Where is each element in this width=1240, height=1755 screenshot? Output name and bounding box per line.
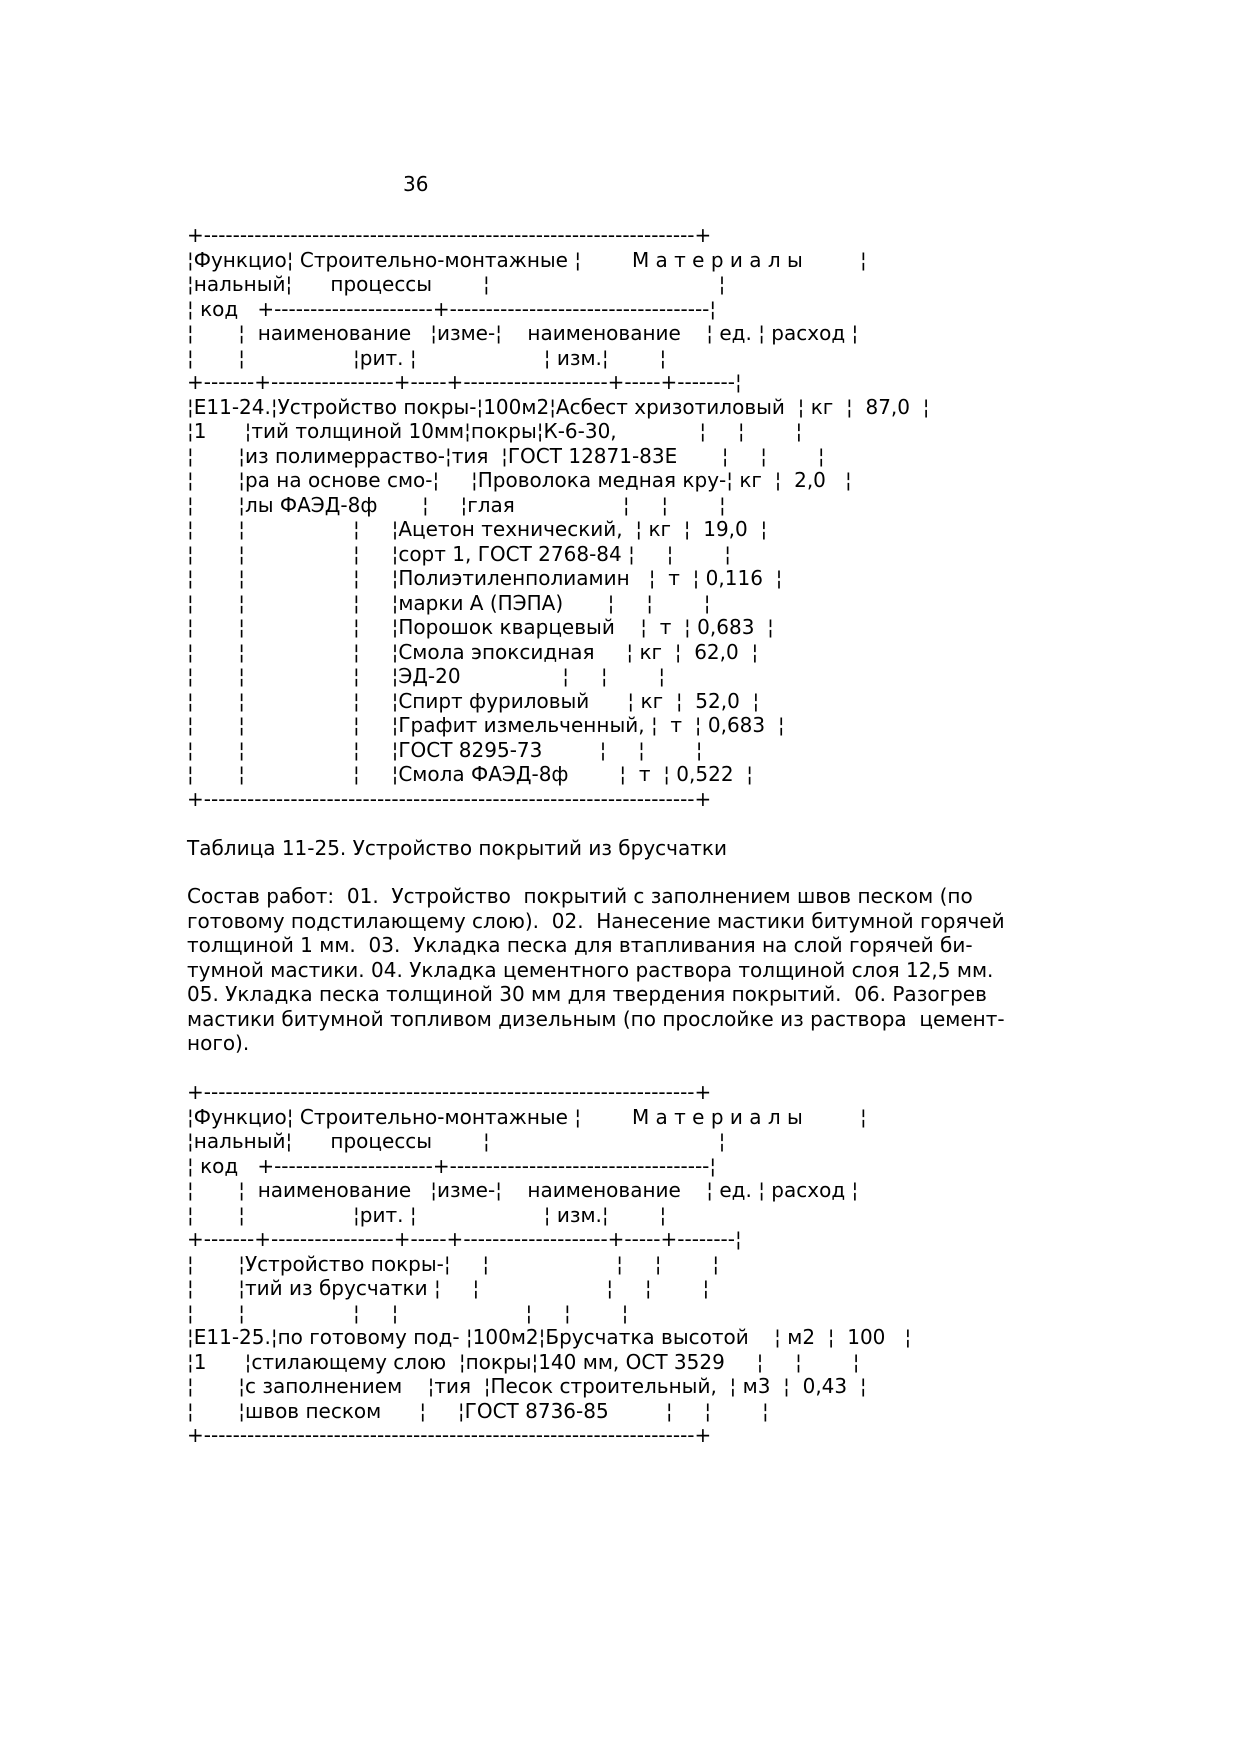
table-line: +-------+-----------------+-----+--------------------+-----+--------¦ bbox=[187, 370, 742, 394]
table-line: ¦Е11-24.¦Устройство покры-¦100м2¦Асбест хризотиловый ¦ кг ¦ 87,0 ¦ bbox=[187, 394, 930, 419]
table-line: ¦ ¦ наименование ¦изме-¦ наименование ¦ ед. ¦ расход ¦ bbox=[187, 321, 859, 345]
table-line: ¦1 ¦тий толщиной 10мм¦покры¦К-6-30, ¦ ¦ ¦ bbox=[187, 419, 803, 443]
table-line: +-------+-----------------+-----+--------------------+-----+--------¦ bbox=[187, 1227, 742, 1251]
table-caption: Таблица 11-25. Устройство покрытий из брусчатки bbox=[187, 836, 727, 860]
materials-table-e11-24 bbox=[187, 223, 929, 811]
table-line: ¦ код +----------------------+------------------------------------¦ bbox=[187, 296, 717, 321]
table-line: ¦ ¦лы ФАЭД-8ф ¦ ¦глая ¦ ¦ ¦ bbox=[187, 492, 726, 517]
table-line: ¦нальный¦ процессы ¦ ¦ bbox=[187, 272, 726, 296]
table-line: ¦ ¦ ¦ ¦Полиэтиленполиамин ¦ т ¦ 0,116 ¦ bbox=[187, 566, 783, 590]
table-line: ¦ ¦ ¦ ¦ГОСТ 8295-73 ¦ ¦ ¦ bbox=[187, 737, 703, 762]
paragraph-line: 05. Укладка песка толщиной 30 мм для твердения покрытий. 06. Разогрев bbox=[187, 982, 987, 1006]
paragraph-line: мастики битумной топливом дизельным (по прослойке из раствора цемент- bbox=[187, 1006, 1005, 1031]
paragraph-line: готовому подстилающему слою). 02. Нанесение мастики битумной горячей bbox=[187, 908, 1005, 933]
table-line: ¦ ¦Устройство покры-¦ ¦ ¦ ¦ ¦ bbox=[187, 1251, 720, 1276]
table-line: ¦1 ¦стилающему слою ¦покры¦140 мм, ОСТ 3529 ¦ ¦ ¦ bbox=[187, 1349, 860, 1374]
table-line: ¦ ¦ ¦рит. ¦ ¦ изм.¦ ¦ bbox=[187, 1202, 667, 1227]
paragraph-line: ного). bbox=[187, 1031, 250, 1055]
table-line: ¦ ¦ ¦ ¦Смола ФАЭД-8ф ¦ т ¦ 0,522 ¦ bbox=[187, 762, 754, 786]
table-line: ¦Функцио¦ Строительно-монтажные ¦ М а т е р и а л ы ¦ bbox=[187, 247, 867, 272]
table-line: ¦ ¦ ¦ ¦Порошок кварцевый ¦ т ¦ 0,683 ¦ bbox=[187, 615, 774, 639]
work-composition bbox=[187, 884, 1005, 1056]
page-number: 36 bbox=[403, 172, 429, 196]
table-line: ¦ ¦ ¦рит. ¦ ¦ изм.¦ ¦ bbox=[187, 345, 667, 370]
table-line: ¦ ¦ ¦ ¦марки А (ПЭПА) ¦ ¦ ¦ bbox=[187, 590, 711, 615]
table-line: ¦нальный¦ процессы ¦ ¦ bbox=[187, 1129, 726, 1153]
materials-table-e11-25 bbox=[187, 1080, 911, 1448]
table-line: ¦ ¦ ¦ ¦Спирт фуриловый ¦ кг ¦ 52,0 ¦ bbox=[187, 688, 760, 713]
table-line: +--------------------------------------------------------------------+ bbox=[187, 1423, 712, 1447]
table-line: ¦ ¦тий из брусчатки ¦ ¦ ¦ ¦ ¦ bbox=[187, 1276, 710, 1300]
table-line: ¦ ¦ ¦ ¦Ацетон технический, ¦ кг ¦ 19,0 ¦ bbox=[187, 517, 768, 541]
table-line: ¦ ¦ ¦ ¦ЭД-20 ¦ ¦ ¦ bbox=[187, 664, 666, 688]
table-line: ¦ ¦с заполнением ¦тия ¦Песок строительный, ¦ м3 ¦ 0,43 ¦ bbox=[187, 1374, 867, 1398]
table-line: ¦ ¦ наименование ¦изме-¦ наименование ¦ ед. ¦ расход ¦ bbox=[187, 1178, 859, 1202]
table-line: ¦ ¦ ¦ ¦Графит измельченный, ¦ т ¦ 0,683 ¦ bbox=[187, 713, 785, 737]
table-line: ¦ ¦ ¦ ¦ ¦ ¦ ¦ bbox=[187, 1300, 629, 1325]
table-line: ¦ ¦ ¦ ¦сорт 1, ГОСТ 2768-84 ¦ ¦ ¦ bbox=[187, 541, 731, 566]
table-line: ¦ ¦швов песком ¦ ¦ГОСТ 8736-85 ¦ ¦ ¦ bbox=[187, 1398, 769, 1423]
paragraph-line: толщиной 1 мм. 03. Укладка песка для втапливания на слой горячей би- bbox=[187, 933, 973, 957]
paragraph-line: тумной мастики. 04. Укладка цементного раствора толщиной слоя 12,5 мм. bbox=[187, 957, 994, 982]
table-line: ¦ ¦из полимерраство-¦тия ¦ГОСТ 12871-83Е ¦ ¦ ¦ bbox=[187, 443, 825, 468]
table-line: ¦ ¦ ¦ ¦Смола эпоксидная ¦ кг ¦ 62,0 ¦ bbox=[187, 639, 759, 664]
table-line: ¦ код +----------------------+------------------------------------¦ bbox=[187, 1153, 717, 1178]
table-line: +--------------------------------------------------------------------+ bbox=[187, 1080, 712, 1104]
table-line: ¦Е11-25.¦по готовому под- ¦100м2¦Брусчатка высотой ¦ м2 ¦ 100 ¦ bbox=[187, 1325, 912, 1349]
paragraph-line: Состав работ: 01. Устройство покрытий с заполнением швов песком (по bbox=[187, 884, 973, 908]
table-line: ¦ ¦ра на основе смо-¦ ¦Проволока медная кру-¦ кг ¦ 2,0 ¦ bbox=[187, 468, 852, 492]
table-line: ¦Функцио¦ Строительно-монтажные ¦ М а т е р и а л ы ¦ bbox=[187, 1104, 867, 1129]
table-line: +--------------------------------------------------------------------+ bbox=[187, 786, 712, 811]
table-line: +--------------------------------------------------------------------+ bbox=[187, 223, 712, 247]
